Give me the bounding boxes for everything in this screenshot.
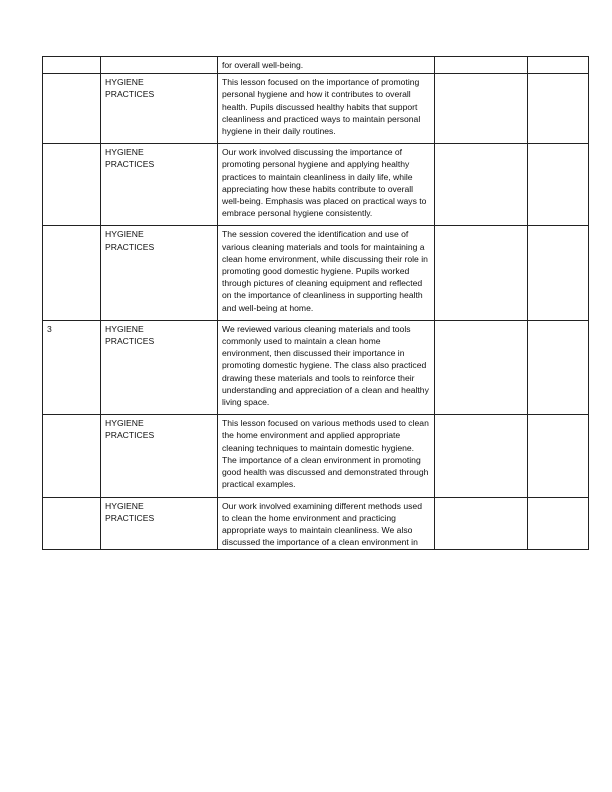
topic-cell: HYGIENE PRACTICES [101, 144, 218, 226]
blank-cell [528, 415, 589, 497]
topic-cell: HYGIENE PRACTICES [101, 226, 218, 320]
blank-cell [528, 226, 589, 320]
blank-cell [435, 320, 528, 414]
table-row [43, 57, 589, 74]
summary-cell: This lesson focused on the importance of promoting personal hygiene and how it contributes to overall health. Pupils discussed healthy habits that support cleanliness and practiced ways to maintain personal hygiene in their daily routines. [218, 74, 435, 144]
week-cell [43, 497, 101, 550]
table-row [43, 226, 589, 320]
lesson-log-table [42, 56, 589, 550]
week-cell [43, 144, 101, 226]
blank-cell [528, 144, 589, 226]
summary-cell: The session covered the identification and use of various cleaning materials and tools for maintaining a clean home environment, while discussing their role in promoting good domestic hygiene. Pupils worked through pictures of cleaning equipment and reflected on the importance of cleanliness in supporting health and well-being at home. [218, 226, 435, 320]
blank-cell [528, 74, 589, 144]
blank-cell [435, 226, 528, 320]
summary-cell: Our work involved discussing the importance of promoting personal hygiene and applying healthy practices to maintain cleanliness in daily life, while appreciating how these habits contribute to overall well-being. Emphasis was placed on practical ways to embrace personal hygiene consistently. [218, 144, 435, 226]
blank-cell [528, 497, 589, 550]
table-row [43, 320, 589, 414]
summary-cell: We reviewed various cleaning materials and tools commonly used to maintain a clean home environment, then discussed their importance in promoting domestic hygiene. The class also practiced drawing these materials and tools to reinforce their understanding and appreciation of a clean and healthy living space. [218, 320, 435, 414]
summary-cell: This lesson focused on various methods used to clean the home environment and applied appropriate cleaning techniques to maintain domestic hygiene. The importance of a clean environment in promoting good health was discussed and demonstrated through practical examples. [218, 415, 435, 497]
week-cell [43, 415, 101, 497]
week-cell [43, 226, 101, 320]
table-row [43, 144, 589, 226]
week-cell [43, 74, 101, 144]
blank-cell [435, 57, 528, 74]
blank-cell [435, 497, 528, 550]
blank-cell [435, 74, 528, 144]
blank-cell [435, 144, 528, 226]
week-cell: 3 [43, 320, 101, 414]
blank-cell [528, 320, 589, 414]
topic-cell: HYGIENE PRACTICES [101, 415, 218, 497]
week-cell [43, 57, 101, 74]
table-row [43, 415, 589, 497]
table-row [43, 74, 589, 144]
topic-cell [101, 57, 218, 74]
blank-cell [528, 57, 589, 74]
summary-cell: Our work involved examining different methods used to clean the home environment and practicing appropriate ways to maintain cleanliness. We also discussed the importance of a clean environment in [218, 497, 435, 550]
topic-cell: HYGIENE PRACTICES [101, 497, 218, 550]
topic-cell: HYGIENE PRACTICES [101, 74, 218, 144]
table-row [43, 497, 589, 550]
blank-cell [435, 415, 528, 497]
topic-cell: HYGIENE PRACTICES [101, 320, 218, 414]
summary-cell: for overall well-being. [218, 57, 435, 74]
